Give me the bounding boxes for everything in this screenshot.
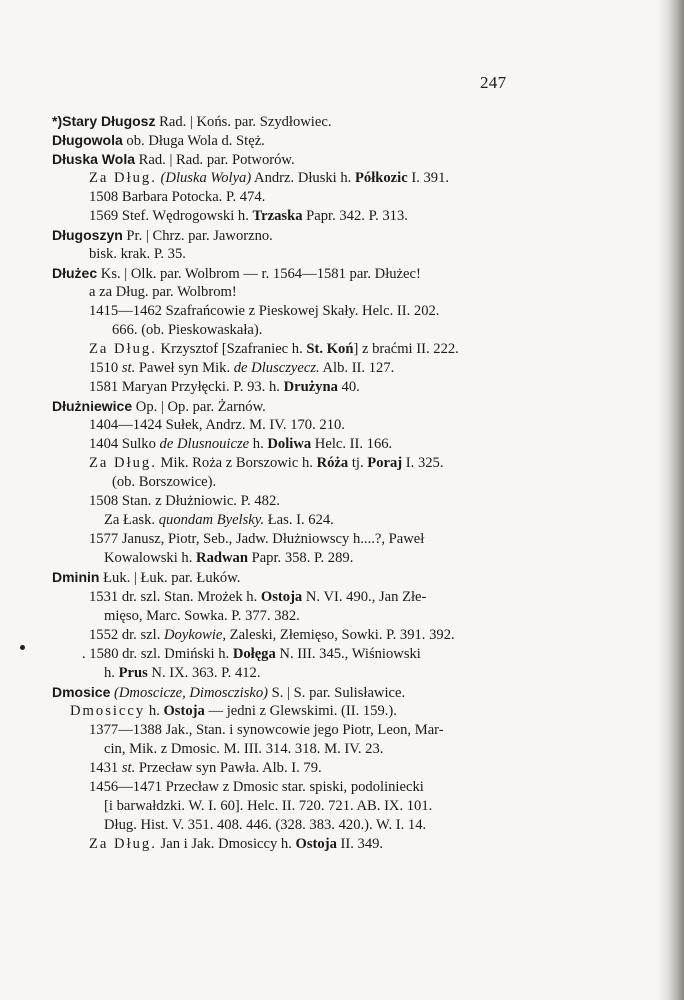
- entry-line: [89, 435, 392, 453]
- entry-line: [89, 721, 444, 739]
- entry-line: [112, 473, 216, 491]
- text-segment: Dług. Hist. V. 351. 408. 446. (328. 383. 420.). W. I. 14.: [104, 817, 427, 833]
- text-segment: Pr. | Chrz. par. Jaworzno.: [122, 228, 273, 244]
- text-segment: Przecław syn Pawła. Alb. I. 79.: [135, 760, 322, 776]
- coat-of-arms-name: St. Koń: [306, 341, 354, 357]
- coat-of-arms-name: Trzaska: [252, 208, 303, 224]
- text-segment: . 1580 dr. szl. Dmiński h.: [82, 646, 233, 662]
- text-segment: 1377—1388 Jak., Stan. i synowcowie jego Piotr, Leon, Mar-: [89, 722, 444, 738]
- text-segment: Zaleski, Złemięso, Sowki. P. 391. 392.: [226, 627, 455, 643]
- text-segment: h.: [145, 703, 164, 719]
- entry-line: [104, 664, 260, 682]
- text-segment: Za Dług.: [89, 455, 157, 471]
- entry-line: [52, 112, 331, 131]
- entry-line: [89, 530, 424, 548]
- text-segment: Paweł syn Mik.: [135, 360, 234, 376]
- text-segment: (ob. Borszowice).: [112, 474, 217, 490]
- entry-line: [89, 588, 426, 606]
- entry-line: [89, 169, 449, 187]
- entry-line: [89, 188, 265, 206]
- coat-of-arms-name: Ostoja: [295, 836, 337, 852]
- margin-dot: [20, 645, 25, 650]
- text-segment: Helc. II. 166.: [311, 436, 393, 452]
- coat-of-arms-name: Poraj: [367, 455, 403, 471]
- text-segment: Łuk. | Łuk. par. Łuków.: [99, 570, 241, 586]
- text-segment: tj.: [348, 455, 368, 471]
- coat-of-arms-name: Prus: [118, 665, 148, 681]
- text-segment: Krzysztof [Szafraniec h.: [156, 341, 307, 357]
- text-segment: Za Dług.: [89, 341, 157, 357]
- text-segment: Ks. | Olk. par. Wolbrom — r. 1564—1581 par. Dłużec!: [97, 266, 421, 282]
- headword: *)Stary Długosz: [52, 113, 156, 129]
- text-segment: st.: [121, 760, 136, 776]
- page-edge-shadow: [658, 0, 684, 1000]
- text-segment: cin, Mik. z Dmosic. M. III. 314. 318. M. IV. 23.: [104, 741, 384, 757]
- text-segment: de Dlusczyecz.: [233, 360, 320, 376]
- text-segment: Za Łask.: [104, 512, 159, 528]
- text-segment: quondam Byelsky.: [158, 512, 265, 528]
- entry-line: [104, 549, 353, 567]
- entry-line: [89, 759, 322, 777]
- text-segment: 1404 Sulko: [89, 436, 160, 452]
- entry-line: [89, 340, 459, 358]
- text-segment: Papr. 342. P. 313.: [302, 208, 408, 224]
- text-segment: bisk. krak. P. 35.: [89, 246, 186, 262]
- coat-of-arms-name: Półkozic: [354, 170, 408, 186]
- text-segment: Łas. I. 624.: [264, 512, 334, 528]
- entry-line: [104, 797, 432, 815]
- entry-line: [52, 397, 266, 416]
- entry-line: [104, 607, 300, 625]
- headword: Dłużniewice: [52, 398, 133, 414]
- entry-line: [52, 568, 240, 587]
- coat-of-arms-name: Ostoja: [260, 589, 303, 605]
- text-segment: h.: [249, 436, 268, 452]
- text-segment: 1508 Stan. z Dłużniowic. P. 482.: [89, 493, 280, 509]
- text-segment: 1456—1471 Przecław z Dmosic star. spiski, podoliniecki: [89, 779, 424, 795]
- entry-line: [52, 131, 265, 150]
- headword: Dłuska Wola: [52, 151, 135, 167]
- text-segment: N. VI. 490., Jan Złe-: [302, 589, 427, 605]
- headword: Dminin: [52, 569, 100, 585]
- text-segment: — jedni z Glewskimi. (II. 159.).: [204, 703, 397, 719]
- page-number: 247: [480, 73, 507, 92]
- entry-line: [112, 321, 262, 339]
- entry-line: [89, 626, 455, 644]
- text-segment: 1581 Maryan Przyłęcki. P. 93. h.: [89, 379, 284, 395]
- text-segment: 40.: [337, 379, 360, 395]
- text-segment: Za Dług.: [89, 170, 157, 186]
- text-segment: N. III. 345., Wiśniowski: [275, 646, 421, 662]
- text-segment: 1510: [89, 360, 122, 376]
- headword: Długowola: [52, 132, 123, 148]
- entry-line: [89, 207, 408, 225]
- text-segment: I. 325.: [402, 455, 444, 471]
- text-segment: 1531 dr. szl. Stan. Mrożek h.: [89, 589, 261, 605]
- text-segment: 1552 dr. szl.: [89, 627, 164, 643]
- text-segment: 1569 Stef. Wędrogowski h.: [89, 208, 253, 224]
- text-segment: mięso, Marc. Sowka. P. 377. 382.: [104, 608, 300, 624]
- entry-line: [89, 492, 280, 510]
- text-segment: ob. Długa Wola d. Stęż.: [122, 133, 265, 149]
- coat-of-arms-name: Doliwa: [267, 436, 312, 452]
- entry-line: [104, 816, 426, 834]
- text-segment: de Dlusnouicze: [159, 436, 250, 452]
- coat-of-arms-name: Ostoja: [163, 703, 205, 719]
- entry-line: [89, 283, 237, 301]
- text-segment: 1508 Barbara Potocka. P. 474.: [89, 189, 266, 205]
- text-segment: st.: [121, 360, 136, 376]
- entry-line: [89, 778, 424, 796]
- coat-of-arms-name: Róża: [316, 455, 349, 471]
- coat-of-arms-name: Radwan: [196, 550, 248, 566]
- text-segment: 666. (ob. Pieskowaskała).: [112, 322, 263, 338]
- text-segment: 1431: [89, 760, 122, 776]
- headword: Dłużec: [52, 265, 98, 281]
- entry-line: [89, 416, 345, 434]
- headword: Długoszyn: [52, 227, 123, 243]
- entry-line: [89, 245, 186, 263]
- text-segment: Za Dług.: [89, 836, 157, 852]
- text-segment: I. 391.: [407, 170, 450, 186]
- text-segment: Kowalowski h.: [104, 550, 197, 566]
- entry-line: [89, 454, 444, 472]
- text-segment: Rad. | Rad. par. Potworów.: [135, 152, 295, 168]
- entry-line: [52, 264, 421, 283]
- entry-line: [89, 378, 360, 396]
- text-segment: 1415—1462 Szafrańcowie z Pieskowej Skały. Helc. II. 202.: [89, 303, 440, 319]
- text-segment: ] z braćmi II. 222.: [353, 341, 459, 357]
- entry-line: [52, 683, 405, 702]
- text-segment: Andrz. Dłuski h.: [251, 170, 355, 186]
- text-segment: (Dmoscicze, Dimosczisko): [114, 685, 269, 701]
- entry-line: [52, 226, 273, 245]
- text-segment: Doykowie,: [164, 627, 227, 643]
- text-segment: N. IX. 363. P. 412.: [147, 665, 261, 681]
- text-segment: 1404—1424 Sułek, Andrz. M. IV. 170. 210.: [89, 417, 345, 433]
- text-segment: 1577 Janusz, Piotr, Seb., Jadw. Dłużniowscy h....?, Paweł: [89, 531, 425, 547]
- coat-of-arms-name: Drużyna: [283, 379, 338, 395]
- text-segment: II. 349.: [336, 836, 384, 852]
- text-segment: Dmosiccy: [70, 703, 146, 719]
- entry-line: [89, 835, 383, 853]
- text-segment: Op. | Op. par. Żarnów.: [132, 399, 266, 415]
- text-segment: Alb. II. 127.: [319, 360, 395, 376]
- headword: Dmosice: [52, 684, 111, 700]
- text-segment: Jan i Jak. Dmosiccy h.: [156, 836, 296, 852]
- entry-line: [70, 702, 397, 720]
- entry-line: [104, 740, 383, 758]
- text-segment: a za Dług. par. Wolbrom!: [89, 284, 237, 300]
- text-segment: [i barwałdzki. W. I. 60]. Helc. II. 720. 721. AB. IX. 101.: [104, 798, 433, 814]
- text-segment: h.: [104, 665, 119, 681]
- text-segment: Rad. | Końs. par. Szydłowiec.: [155, 114, 332, 130]
- text-segment: (Dluska Wolya): [160, 170, 252, 186]
- entry-line: [89, 359, 394, 377]
- entry-line: [82, 645, 421, 663]
- entry-line: [104, 511, 334, 529]
- text-segment: Mik. Roża z Borszowic h.: [156, 455, 317, 471]
- entry-line: [89, 302, 439, 320]
- entry-line: [52, 150, 295, 169]
- text-segment: S. | S. par. Sulisławice.: [268, 685, 406, 701]
- coat-of-arms-name: Dołęga: [232, 646, 276, 662]
- text-segment: Papr. 358. P. 289.: [247, 550, 354, 566]
